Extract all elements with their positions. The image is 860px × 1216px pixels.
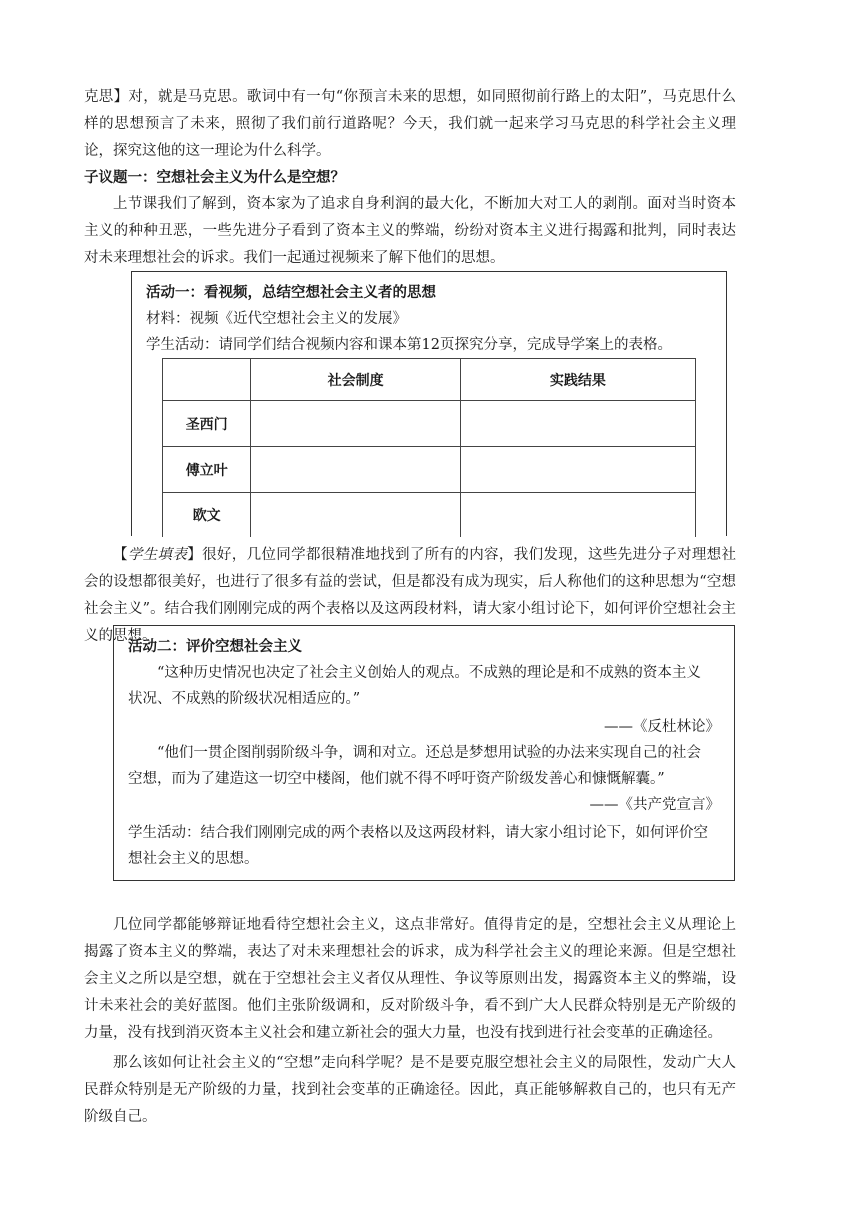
quote1-source: ——《反杜林论》 <box>604 719 720 735</box>
intro-paragraph: 克思】对，就是马克思。歌词中有一句“你预言未来的思想，如同照彻前行路上的太阳”，马克思什么样的思想预言了未来，照彻了我们前行道路呢？今天，我们就一起来学习马克思的科学社会主义理论，探究这他的这一理论为什么科学。 <box>84 89 736 159</box>
fill-tag-close: 】 <box>187 547 203 563</box>
table-header-cell: 社会制度 <box>251 359 460 401</box>
conclusion-paragraph-2: 那么该如何让社会主义的“空想”走向科学呢？是不是要克服空想社会主义的局限性，发动广大人民群众特别是无产阶级的力量，找到社会变革的正确途径。因此，真正能够解救自己的，也只有无产阶级自己。 <box>84 1055 736 1125</box>
table-cell <box>251 493 460 537</box>
table-row-name: 欧文 <box>163 493 251 537</box>
table-cell <box>251 447 460 493</box>
table-row-name: 圣西门 <box>163 401 251 447</box>
activity2-task-line1: 学生活动：结合我们刚刚完成的两个表格以及这两段材料，请大家小组讨论下，如何评价空 <box>128 825 708 841</box>
activity1-title: 活动一：看视频，总结空想社会主义者的思想 <box>146 285 436 301</box>
table-row <box>163 401 696 447</box>
activity1-table <box>162 358 696 537</box>
fill-text: 很好，几位同学都很精准地找到了所有的内容，我们发现，这些先进分子对理想社会的设想都很美好，也进行了很多有益的尝试，但是都没有成为现实，后人称他们的这种思想为“空想社会主义”。结合我们刚刚完成的两个表格以及这两段材料，请大家小组讨论下，如何评价空想社会主义的思想。 <box>84 547 737 644</box>
fill-tag-label: 学生填表 <box>127 547 188 563</box>
fill-tag-open: 【 <box>113 547 128 563</box>
activity2-task-line2: 想社会主义的思想。 <box>128 851 259 867</box>
subtopic1-heading: 子议题一：空想社会主义为什么是空想？ <box>84 170 345 186</box>
table-row-name: 傅立叶 <box>163 447 251 493</box>
table-header-row <box>163 359 696 401</box>
activity2-box <box>113 625 735 881</box>
quote1-line1: “这种历史情况也决定了社会主义创始人的观点。不成熟的理论是和不成熟的资本主义 <box>157 665 701 681</box>
table-header-cell <box>163 359 251 401</box>
activity1-task: 学生活动：请同学们结合视频内容和课本第12页探究分享，完成导学案上的表格。 <box>146 337 672 353</box>
table-header-cell: 实践结果 <box>460 359 695 401</box>
activity1-material: 材料：视频《近代空想社会主义的发展》 <box>146 311 407 327</box>
quote2-line2: 空想，而为了建造这一切空中楼阁，他们就不得不呼吁资产阶级发善心和慷慨解囊。” <box>128 771 665 787</box>
table-row <box>163 447 696 493</box>
quote1-line2: 状况、不成熟的阶级状况相适应的。” <box>128 691 361 707</box>
table-cell <box>251 401 460 447</box>
table-row <box>163 493 696 537</box>
quote2-line1: “他们一贯企图削弱阶级斗争，调和对立。还总是梦想用试验的办法来实现自己的社会 <box>157 745 701 761</box>
activity2-title: 活动二：评价空想社会主义 <box>128 639 302 655</box>
conclusion-paragraph-1: 几位同学都能够辩证地看待空想社会主义，这点非常好。值得肯定的是，空想社会主义从理论上揭露了资本主义的弊端，表达了对未来理想社会的诉求，成为科学社会主义的理论来源。但是空想社会主义之所以是空想，就在于空想社会主义者仅从理性、争议等原则出发，揭露资本主义的弊端，设计未来社会的美好蓝图。他们主张阶级调和，反对阶级斗争，看不到广大人民群众特别是无产阶级的力量，没有找到消灭资本主义社会和建立新社会的强大力量，也没有找到进行社会变革的正确途径。 <box>84 917 736 1041</box>
quote2-source: ——《共产党宣言》 <box>589 797 720 813</box>
subtopic1-paragraph: 上节课我们了解到，资本家为了追求自身利润的最大化，不断加大对工人的剥削。面对当时资本主义的种种丑恶，一些先进分子看到了资本主义的弊端，纷纷对资本主义进行揭露和批判，同时表达对未来理想社会的诉求。我们一起通过视频来了解下他们的思想。 <box>84 196 736 266</box>
table-cell <box>460 447 695 493</box>
table-cell <box>460 493 695 537</box>
table-cell <box>460 401 695 447</box>
